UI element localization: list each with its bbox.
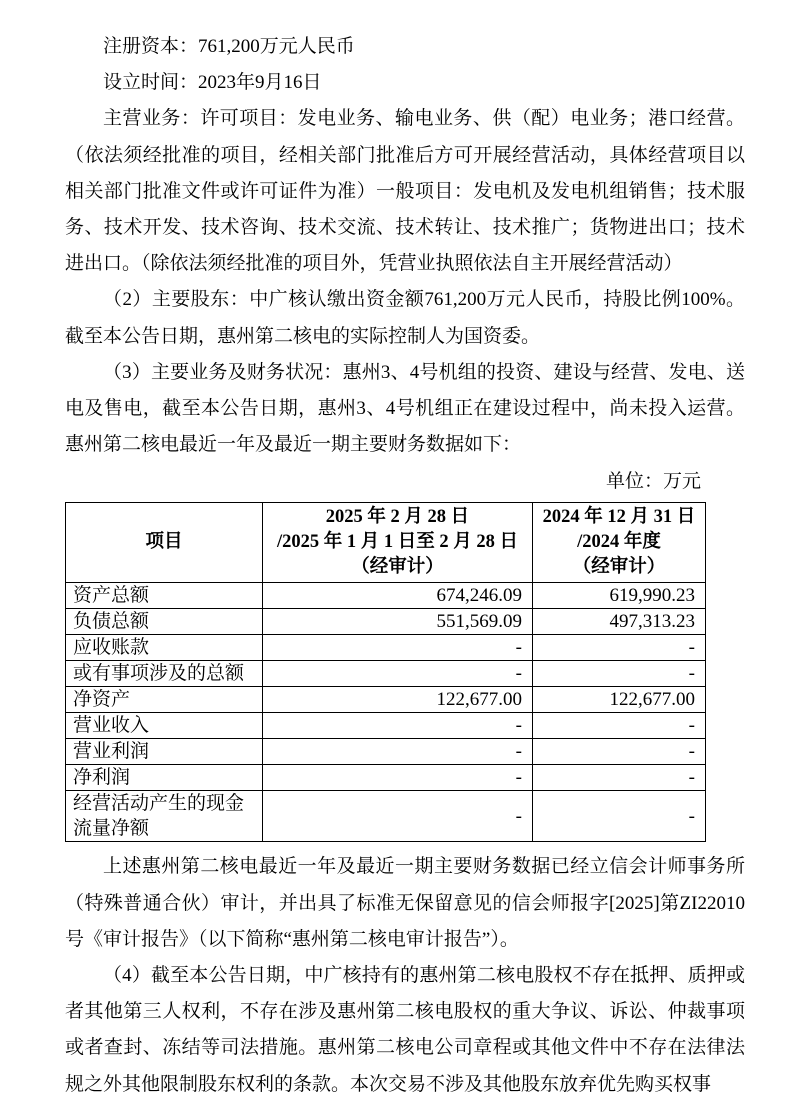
value-2024: - xyxy=(533,661,706,687)
row-label: 资产总额 xyxy=(66,583,263,609)
table-header-row xyxy=(66,503,706,583)
paragraph-major-shareholder: （2）主要股东：中广核认缴出资金额761,200万元人民币，持股比例100%。截至本公告日期，惠州第二核电的实际控制人为国资委。 xyxy=(65,289,745,347)
header-2025-line2: /2025 年 1 月 1 日至 2 月 28 日 xyxy=(276,532,518,553)
value-2025: - xyxy=(263,739,533,765)
value-2025: - xyxy=(263,635,533,661)
row-label: 营业收入 xyxy=(66,713,263,739)
value-2024: - xyxy=(533,635,706,661)
header-cell-item: 项目 xyxy=(66,503,263,583)
header-2024-line2: /2024 年度 xyxy=(577,532,661,553)
row-label: 净资产 xyxy=(66,687,263,713)
paragraph-registered-capital: 注册资本：761,200万元人民币 xyxy=(103,36,355,57)
paragraph-business-finance: （3）主要业务及财务状况：惠州3、4号机组的投资、建设与经营、发电、送电及售电，截至本公告日期，惠州3、4号机组正在建设过程中，尚未投入运营。惠州第二核电最近一年及最近一期主要财务数据如下： xyxy=(65,361,745,456)
row-label: 经营活动产生的现金流量净额 xyxy=(66,791,263,842)
table-row xyxy=(66,687,706,713)
unit-label: 单位：万元 xyxy=(605,471,701,493)
header-2025-line3: （经审计） xyxy=(351,557,444,578)
value-2024: - xyxy=(533,739,706,765)
row-label: 应收账款 xyxy=(66,635,263,661)
financial-table xyxy=(65,502,706,842)
header-cell-period-2024 xyxy=(533,503,706,583)
value-2025: 674,246.09 xyxy=(263,583,533,609)
paragraph-main-business: 主营业务：许可项目：发电业务、输电业务、供（配）电业务；港口经营。（依法须经批准的项目，经相关部门批准后方可开展经营活动，具体经营项目以相关部门批准文件或许可证件为准）一般项目：发电机及发电机组销售；技术服务、技术开发、技术咨询、技术交流、技术转让、技术推广；货物进出口；技术进出口。（除依法须经批准的项目外，凭营业执照依法自主开展经营活动） xyxy=(65,108,745,275)
row-label: 净利润 xyxy=(66,765,263,791)
header-cell-period-2025 xyxy=(263,503,533,583)
value-2025: - xyxy=(263,765,533,791)
header-2024-line3: （经审计） xyxy=(572,557,666,578)
paragraph-equity-status: （4）截至本公告日期，中广核持有的惠州第二核电股权不存在抵押、质押或者其他第三人权利，不存在涉及惠州第二核电股权的重大争议、诉讼、仲裁事项或者查封、冻结等司法措施。惠州第二核电公司章程或其他文件中不存在法律法规之外其他限制股东权利的条款。本次交易不涉及其他股东放弃优先购买权事 xyxy=(65,965,745,1095)
value-2024: 122,677.00 xyxy=(533,687,706,713)
table-row xyxy=(66,713,706,739)
value-2025: 122,677.00 xyxy=(263,687,533,713)
value-2024: 619,990.23 xyxy=(533,583,706,609)
table-row xyxy=(66,765,706,791)
value-2025: - xyxy=(263,791,533,842)
table-row xyxy=(66,739,706,765)
table-row xyxy=(66,583,706,609)
row-label: 负债总额 xyxy=(66,609,263,635)
value-2024: - xyxy=(533,791,706,842)
row-label: 营业利润 xyxy=(66,739,263,765)
value-2025: - xyxy=(263,713,533,739)
table-row xyxy=(66,791,706,842)
table-row xyxy=(66,635,706,661)
value-2024: - xyxy=(533,713,706,739)
value-2025: 551,569.09 xyxy=(263,609,533,635)
value-2024: 497,313.23 xyxy=(533,609,706,635)
row-label: 或有事项涉及的总额 xyxy=(66,661,263,687)
paragraph-establishment-date: 设立时间：2023年9月16日 xyxy=(103,72,322,94)
value-2025: - xyxy=(263,661,533,687)
value-2024: - xyxy=(533,765,706,791)
paragraph-audit-report: 上述惠州第二核电最近一年及最近一期主要财务数据已经立信会计师事务所（特殊普通合伙）审计，并出具了标准无保留意见的信会师报字[2025]第ZI22010号《审计报告》（以下简称“惠州第二核电审计报告”）。 xyxy=(65,856,745,950)
header-2025-line1: 2025 年 2 月 28 日 xyxy=(325,507,470,528)
table-row xyxy=(66,609,706,635)
table-row xyxy=(66,661,706,687)
header-2024-line1: 2024 年 12 月 31 日 xyxy=(542,507,696,528)
